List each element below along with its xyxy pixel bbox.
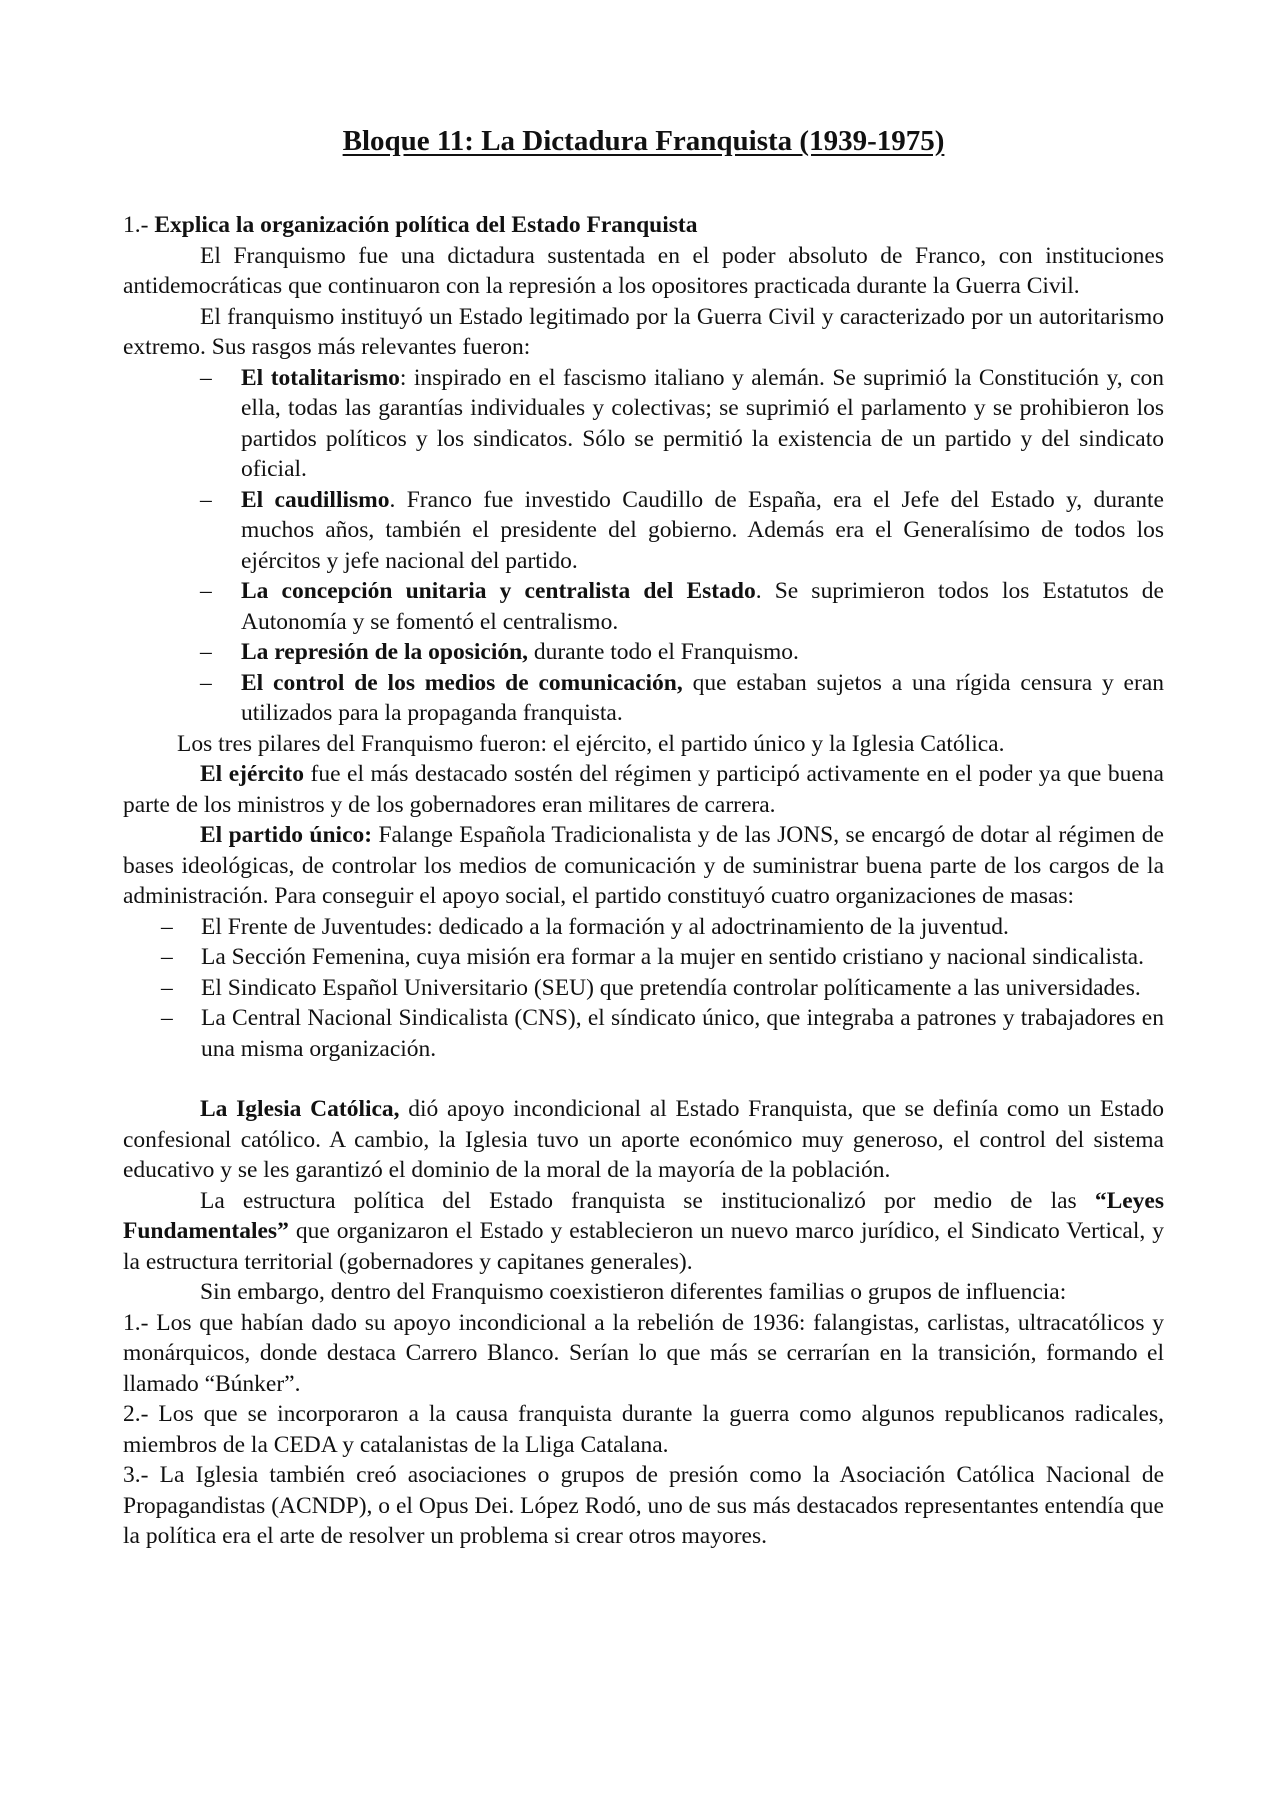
family-item: 3.- La Iglesia también creó asociaciones o grupos de presión como la Asociación Católica Nacional de Propagandistas (ACNDP), o el Opus Dei. López Rodó, uno de sus más destacados representantes entendía que la política era el arte de resolver un problema si crear otros mayores.: [123, 1462, 1164, 1549]
church-term: La Iglesia Católica,: [200, 1096, 400, 1122]
paragraph-army: [123, 759, 1164, 820]
party-term: El partido único:: [200, 822, 373, 848]
organization-item: – El Frente de Juventudes: dedicado a la formación y al adoctrinamiento de la juventud.: [123, 912, 1164, 943]
paragraph-intro: El Franquismo fue una dictadura sustentada en el poder absoluto de Franco, con instituciones antidemocráticas que continuaron con la represión a los opositores practicada durante la Guerra Civil.: [123, 242, 1164, 299]
section-heading: [123, 210, 1164, 241]
trait-item: [123, 576, 1164, 637]
section-heading-text: Explica la organización política del Estado Franquista: [154, 212, 698, 238]
trait-item: [123, 363, 1164, 485]
family-item: 1.- Los que habían dado su apoyo incondicional a la rebelión de 1936: falangistas, carlistas, ultracatólicos y monárquicos, donde destaca Carrero Blanco. Serían lo que más se cerrarían en la transición, formando el llamado “Búnker”.: [123, 1309, 1164, 1397]
paragraph-families-intro: Sin embargo, dentro del Franquismo coexistieron diferentes familias o grupos de influencia:: [200, 1279, 1067, 1305]
paragraph-structure: [123, 1186, 1164, 1278]
structure-text-post: que organizaron el Estado y establecieron un nuevo marco jurídico, el Sindicato Vertical, y la estructura territorial (gobernadores y capitanes generales).: [123, 1218, 1164, 1275]
section-number: 1.-: [123, 212, 155, 238]
church-text: dió apoyo incondicional al Estado Franquista, que se definía como un Estado confesional católico. A cambio, la Iglesia tuvo un aporte económico muy generoso, el control del sistema educativo y se les garantizó el dominio de la moral de la mayoría de la población.: [123, 1096, 1164, 1183]
trait-text: . Se suprimieron todos los Estatutos de Autonomía y se fomentó el centralismo.: [241, 578, 1164, 635]
trait-item: [123, 485, 1164, 577]
family-item: 2.- Los que se incorporaron a la causa franquista durante la guerra como algunos republicanos radicales, miembros de la CEDA y catalanistas de la Lliga Catalana.: [123, 1401, 1164, 1458]
organization-item: – La Central Nacional Sindicalista (CNS), el síndicato único, que integraba a patrones y trabajadores en una misma organización.: [123, 1003, 1164, 1064]
trait-term: El control de los medios de comunicación,: [241, 669, 683, 696]
blank-line: [123, 1064, 1164, 1094]
trait-text: : inspirado en el fascismo italiano y alemán. Se suprimió la Constitución y, con ella, todas las garantías individuales y colectivas; se suprimió el parlamento y se prohibieron los partidos políticos y los sindicatos. Sólo se permitió la existencia de un partido y del sindicato oficial.: [241, 364, 1164, 482]
structure-text-pre: La estructura política del Estado franquista se institucionalizó por medio de las: [200, 1187, 1095, 1214]
paragraph-pillars: Los tres pilares del Franquismo fueron: el ejército, el partido único y la Iglesia Católica.: [177, 730, 1005, 757]
organization-item: – El Sindicato Español Universitario (SEU) que pretendía controlar políticamente a las universidades.: [123, 973, 1164, 1004]
army-term: El ejército: [200, 761, 304, 787]
paragraph-church: [123, 1094, 1164, 1186]
trait-term: La concepción unitaria y centralista del Estado: [241, 578, 756, 604]
trait-item: [123, 637, 1164, 668]
structure-term: “Leyes Fundamentales”: [123, 1187, 1164, 1244]
party-text: Falange Española Tradicionalista y de las JONS, se encargó de dotar al régimen de bases ideológicas, de controlar los medios de comunicación y de suministrar buena parte de los cargos de la administración. Para conseguir el apoyo social, el partido constituyó cuatro organizaciones de masas:: [123, 822, 1164, 909]
traits-list: [123, 363, 1164, 729]
paragraph-traits-intro: El franquismo instituyó un Estado legitimado por la Guerra Civil y caracterizado por un autoritarismo extremo. Sus rasgos más relevantes fueron:: [123, 303, 1164, 360]
trait-text: . Franco fue investido Caudillo de España, era el Jefe del Estado y, durante muchos años, también el presidente del gobierno. Además era el Generalísimo de todos los ejércitos y jefe nacional del partido.: [241, 486, 1164, 574]
army-text: fue el más destacado sostén del régimen y participó activamente en el poder ya que buena parte de los ministros y de los gobernadores eran militares de carrera.: [123, 761, 1164, 818]
paragraph-party: [123, 820, 1164, 912]
document-title: Bloque 11: La Dictadura Franquista (1939-1975): [342, 125, 945, 157]
trait-text: que estaban sujetos a una rígida censura y eran utilizados para la propaganda franquista.: [241, 669, 1164, 726]
trait-term: El caudillismo: [241, 486, 390, 513]
organization-item: – La Sección Femenina, cuya misión era formar a la mujer en sentido cristiano y nacional sindicalista.: [123, 942, 1164, 973]
trait-term: La represión de la oposición,: [241, 639, 529, 665]
trait-text: durante todo el Franquismo.: [528, 639, 799, 665]
trait-item: [123, 668, 1164, 729]
trait-term: El totalitarismo: [241, 364, 400, 391]
organizations-list: [123, 912, 1164, 1065]
